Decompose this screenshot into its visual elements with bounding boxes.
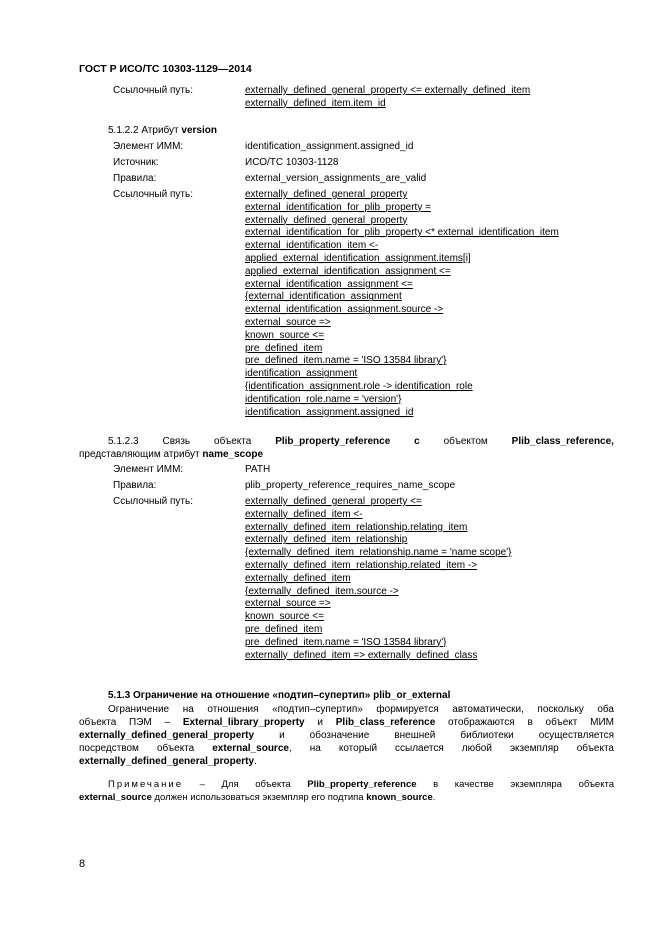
section-5-1-2-3-heading-cont: представляющим атрибут name_scope [79, 449, 264, 460]
element-label: Элемент ИММ: [113, 141, 184, 152]
ref-path-line: identification_assignment.assigned_id [245, 406, 414, 418]
ref-path-label: Ссылочный путь: [113, 85, 193, 96]
ref-path-line: external_source => [245, 598, 331, 610]
ref-path-label: Ссылочный путь: [113, 496, 193, 507]
ref-path-line: external_identification_assignment.source -> [245, 304, 444, 316]
page-number: 8 [79, 858, 86, 870]
ref-path-line: applied_external_identification_assignment.items[i] [245, 252, 471, 264]
ref-path-line: identification_role.name = 'version'} [245, 393, 402, 405]
ref-path-line: externally_defined_item <- [245, 508, 363, 520]
element-value: identification_assignment.assigned_id [245, 141, 414, 152]
note: Примечание – Для объекта Plib_property_reference в качестве экземпляра объекта external_source должен использоваться экземпляр его подтипа known_source. [79, 779, 614, 803]
ref-path-line: {externally_defined_item_relationship.name = 'name scope'} [245, 547, 512, 559]
ref-path-line: identification_assignment [245, 368, 358, 380]
element-value: PATH [245, 464, 271, 475]
ref-path-line: externally_defined_item [245, 572, 351, 584]
ref-path-line: external_identification_for_plib_property = [245, 201, 431, 213]
ref-path-label: Ссылочный путь: [113, 189, 193, 200]
ref-path-line: pre_defined_item [245, 342, 323, 354]
ref-path-line: known_source <= [245, 329, 324, 341]
ref-path-line: known_source <= [245, 611, 324, 623]
ref-path-line: {external_identification_assignment [245, 291, 402, 303]
ref-path-line: externally_defined_general_property <= [245, 496, 422, 507]
ref-path-line: externally_defined_item_relationship.relating_item [245, 521, 468, 533]
ref-path-line: externally_defined_general_property [245, 189, 408, 200]
ref-path-line: external_identification_item <- [245, 240, 379, 252]
ref-path-line: external_source => [245, 316, 331, 328]
ref-path-line: {externally_defined_item.source -> [245, 585, 399, 597]
ref-path-line: externally_defined_item_relationship [245, 534, 408, 546]
ref-path-line: externally_defined_item_relationship.related_item -> [245, 559, 478, 571]
ref-path-value [245, 85, 530, 111]
ref-path-line: external_identification_for_plib_property <* external_identification_item [245, 227, 559, 239]
section-5-1-2-2-heading: 5.1.2.2 Атрибут version [108, 125, 217, 136]
section-5-1-2-3-heading: 5.1.2.3 Связь объекта Plib_property_reference с объектом Plib_class_reference, [108, 436, 614, 447]
section-5-1-3-heading: 5.1.3 Ограничение на отношение «подтип–супертип» plib_or_external [108, 690, 451, 701]
ref-path-value [245, 189, 559, 419]
note-label: Примечание [108, 779, 183, 790]
ref-path-line: pre_defined_item [245, 623, 323, 635]
ref-path-line: pre_defined_item.name = 'ISO 13584 library'} [245, 355, 447, 367]
ref-path-line: pre_defined_item.name = 'ISO 13584 library'} [245, 636, 447, 648]
ref-path-line: externally_defined_item.item_id [245, 97, 386, 109]
ref-path-line: externally_defined_item => externally_defined_class [245, 649, 478, 661]
element-label: Элемент ИММ: [113, 464, 184, 475]
rules-value: plib_property_reference_requires_name_scope [245, 480, 456, 491]
source-value: ИСО/ТС 10303-1128 [245, 157, 339, 168]
source-label: Источник: [113, 157, 159, 168]
ref-path-line: external_identification_assignment <= [245, 278, 413, 290]
rules-value: external_version_assignments_are_valid [245, 173, 427, 184]
section-5-1-3-paragraph: Ограничение на отношения «подтип–супертип» формируется автоматически, поскольку оба объекта ПЭМ – External_library_property и Plib_class_reference отображаются в объект МИМ externally_defined_general_property и обозначение внешней библиотеки осуществляется посредством объекта external_source, на который ссылается любой экземпляр объекта externally_defined_general_property. [79, 704, 614, 767]
rules-label: Правила: [113, 480, 157, 491]
rules-label: Правила: [113, 173, 157, 184]
ref-path-line: applied_external_identification_assignment <= [245, 265, 451, 277]
document-header: ГОСТ Р ИСО/ТС 10303-1129—2014 [79, 63, 252, 75]
ref-path-value [245, 496, 512, 662]
ref-path-line: externally_defined_general_property <= externally_defined_item [245, 85, 531, 96]
ref-path-line: {identification_assignment.role -> identification_role [245, 380, 473, 392]
ref-path-line: externally_defined_general_property [245, 214, 408, 226]
